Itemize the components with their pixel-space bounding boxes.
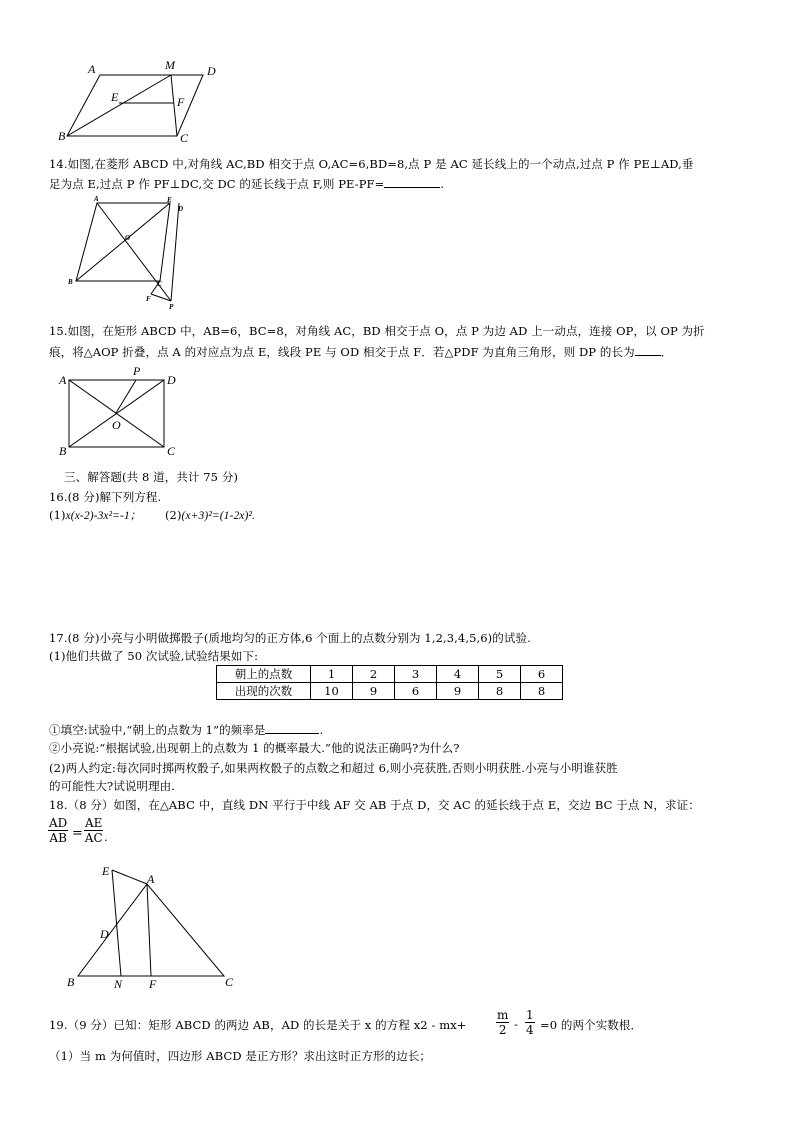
q17-sub2-line2: 的可能性大?试说明理由. (49, 779, 176, 793)
table-cell: 1 (311, 666, 353, 683)
q17-sub2-line1: (2)两人约定:每次同时掷两枚骰子,如果两枚骰子的点数之和超过 6,则小亮获胜,否则小明获胜.小亮与小明谁获胜 (49, 761, 618, 775)
fraction-denominator: 4 (526, 1023, 534, 1037)
label-B: B (58, 129, 66, 143)
equals-sign: = (72, 826, 83, 841)
fraction-1-4 (525, 1008, 535, 1037)
dice-results-table (216, 665, 563, 700)
circled-1: ① (49, 723, 61, 737)
table-row (217, 666, 563, 683)
q19-line1-a: 19.（9 分）已知：矩形 ABCD 的两边 AB，AD 的长是关于 x 的方程 x2 - mx+ (49, 1018, 467, 1032)
fraction-denominator: AC (84, 831, 103, 845)
q16-parts (49, 507, 255, 523)
label-B: B (59, 444, 67, 458)
fraction-ad-ab (48, 816, 68, 845)
q15-figure (55, 363, 185, 458)
label-B: B (68, 278, 73, 286)
q17-answer-blank[interactable] (265, 733, 319, 734)
table-cell: 6 (395, 683, 437, 700)
label-B: B (67, 975, 75, 989)
q14-text: 足为点 E,过点 P 作 PF⊥DC,交 DC 的延长线于点 F,则 PE-PF= (49, 177, 385, 191)
label-D: D (178, 205, 184, 213)
q17-c1-text: 填空:试验中,“朝上的点数为 1”的频率是 (60, 723, 266, 737)
fraction-numerator: 1 (526, 1008, 534, 1022)
section-heading: 三、解答题(共 8 道，共计 75 分) (64, 470, 239, 484)
q16-title: 16.(8 分)解下列方程. (49, 490, 162, 504)
q14-line1: 14.如图,在菱形 ABCD 中,对角线 AC,BD 相交于点 O,AC=6,BD=8,点 P 是 AC 延长线上的一个动点,过点 P 作 PE⊥AD,垂 (49, 157, 694, 171)
q15-answer-blank[interactable] (635, 355, 661, 356)
label-C: C (167, 444, 176, 458)
label-F: F (177, 95, 185, 109)
q16-part1-label: (1) (49, 508, 66, 522)
q14-period: . (440, 177, 445, 191)
label-O: O (125, 234, 131, 242)
label-E: E (167, 196, 172, 204)
q18-line1: 18.（8 分）如图，在△ABC 中，直线 DN 平行于中线 AF 交 AB 于点 D，交 AC 的延长线于点 E，交边 BC 于点 N，求证： (49, 798, 700, 812)
circled-2: ② (49, 741, 61, 755)
label-A: A (59, 373, 67, 387)
q15-line1: 15.如图，在矩形 ABCD 中，AB=6，BC=8，对角线 AC，BD 相交于点 O，点 P 为边 AD 上一动点，连接 OP，以 OP 为折 (49, 324, 705, 338)
label-M: M (165, 58, 175, 72)
table-cell: 9 (353, 683, 395, 700)
label-D: D (167, 373, 176, 387)
label-E: E (102, 864, 110, 878)
label-D: D (100, 927, 109, 941)
q17-sub1: (1)他们共做了 50 次试验,试验结果如下: (49, 649, 259, 663)
label-C: C (225, 975, 234, 989)
fraction-denominator: 2 (498, 1023, 507, 1037)
q15-period: ． (660, 345, 673, 359)
fraction-ae-ac (84, 816, 103, 845)
label-F: F (149, 977, 157, 990)
table-row (217, 683, 563, 700)
label-A: A (88, 62, 96, 76)
q19-sub1: （1）当 m 为何值时，四边形 ABCD 是正方形？求出这时正方形的边长； (49, 1049, 432, 1063)
minus-sign: - (514, 1017, 518, 1031)
table-header-cell: 出现的次数 (217, 683, 311, 700)
table-cell: 5 (479, 666, 521, 683)
label-D: D (207, 64, 216, 78)
label-A: A (94, 195, 99, 203)
table-cell: 8 (521, 683, 563, 700)
table-cell: 10 (311, 683, 353, 700)
table-header-cell: 朝上的点数 (217, 666, 311, 683)
table-cell: 6 (521, 666, 563, 683)
q18-figure (60, 860, 250, 990)
table-cell: 9 (437, 683, 479, 700)
q19-line1-b: =0 的两个实数根． (540, 1018, 643, 1032)
table-cell: 2 (353, 666, 395, 683)
q15-line2 (49, 344, 672, 360)
fraction-denominator: AB (49, 831, 67, 845)
fraction-numerator: AE (85, 816, 103, 830)
q18-period: . (104, 830, 108, 844)
label-A: A (147, 872, 155, 886)
q14-answer-blank[interactable] (384, 187, 440, 188)
q17-c1-end: . (319, 723, 324, 737)
label-P: P (133, 364, 141, 378)
label-F: F (146, 295, 151, 303)
q14-figure (62, 193, 197, 311)
q14-line2 (49, 176, 444, 192)
q17-c2-text: 小亮说:“根据试验,出现朝上的点数为 1 的概率最大.”他的说法正确吗?为什么? (60, 741, 460, 755)
label-C: C (157, 280, 162, 288)
label-N: N (114, 977, 123, 990)
fraction-numerator: m (497, 1008, 509, 1022)
q17-c1 (49, 722, 323, 738)
q17-c2 (49, 740, 460, 756)
fraction-numerator: AD (49, 816, 68, 830)
q16-equation-1: x(x-2)-3x²=-1； (65, 510, 142, 522)
table-cell: 3 (395, 666, 437, 683)
q16-part2-label: (2) (164, 508, 182, 522)
fraction-m-2 (496, 1008, 509, 1037)
label-C: C (180, 131, 189, 145)
label-O: O (112, 418, 121, 432)
q17-title: 17.(8 分)小亮与小明做掷骰子(质地均匀的正方体,6 个面上的点数分别为 1,2,3,4,5,6)的试验. (49, 631, 531, 645)
label-P: P (169, 303, 174, 311)
q16-equation-2: (x+3)²=(1-2x)². (181, 510, 255, 522)
q15-text: 痕，将△AOP 折叠，点 A 的对应点为点 E，线段 PE 与 OD 相交于点 F．若△PDF 为直角三角形，则 DP 的长为 (49, 345, 635, 359)
table-cell: 4 (437, 666, 479, 683)
label-E: E (111, 90, 119, 104)
q13-figure (55, 55, 235, 150)
table-cell: 8 (479, 683, 521, 700)
